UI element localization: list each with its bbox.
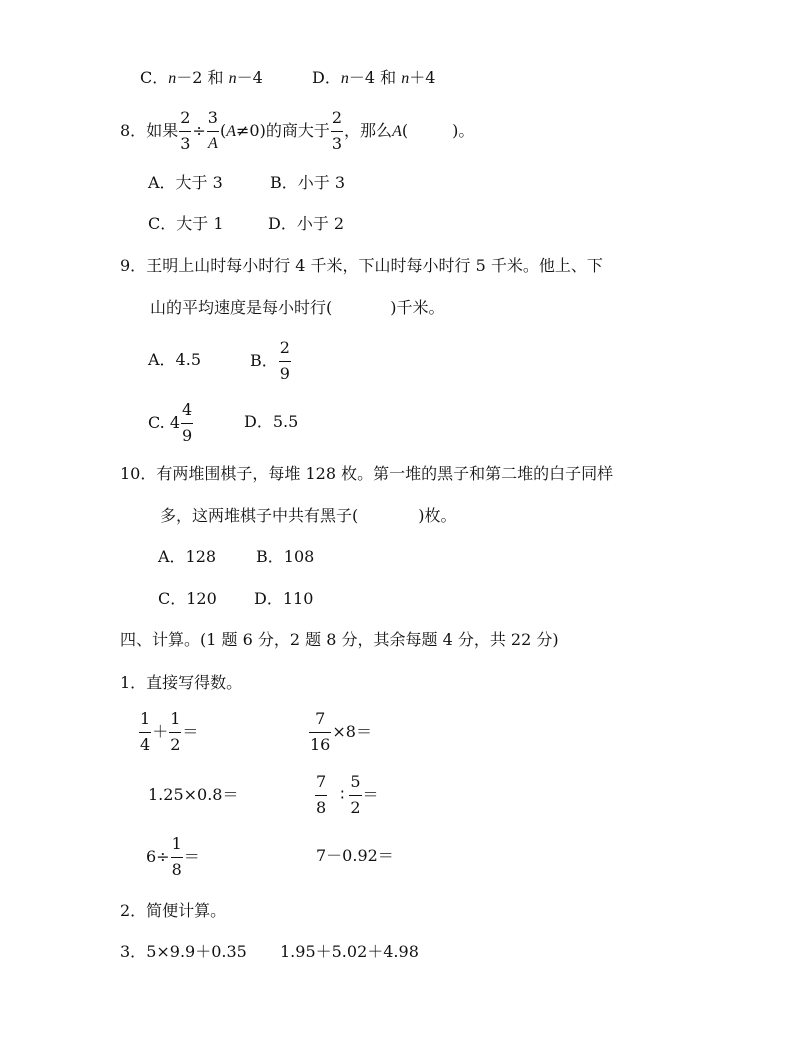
q8-option-a: A．大于 3 (148, 173, 223, 192)
fraction: $\frac{2}{9}$ (279, 338, 290, 383)
q9-option-a: A．4.5 (148, 350, 202, 369)
calc-1-expr-2: $\frac{7}{16}$ ×8＝ (310, 709, 372, 754)
fraction: $\frac{7}{8}$ (316, 772, 327, 817)
section-4-title: 四、计算。(1 题 6 分，2 题 8 分，其余每题 4 分，共 22 分) (120, 630, 559, 649)
q8-option-c: C．大于 1 (148, 214, 224, 233)
q10-option-a: A．128 (158, 547, 217, 566)
question-8: 8．如果 $\frac{2}{3}$ ÷ $\frac{3}{A}$ (A≠0)的商大于 $\frac{2}{3}$ ，那么A( )。 (120, 108, 475, 153)
calc-1-title: 1．直接写得数。 (120, 673, 243, 692)
calc-3-expr-2: 1.95＋5.02＋4.98 (280, 942, 419, 961)
fraction: $\frac{7}{16}$ (310, 709, 331, 754)
question-10-line2: 多，这两堆棋子中共有黑子( )枚。 (160, 506, 457, 525)
fraction: $\frac{1}{2}$ (170, 709, 181, 754)
q10-option-c: C．120 (158, 589, 217, 608)
calc-1-expr-5: 6÷ $\frac{1}{8}$ ＝ (146, 834, 200, 879)
fraction: $\frac{4}{9}$ (182, 400, 193, 445)
question-9-line1: 9．王明上山时每小时行 4 千米，下山时每小时行 5 千米。他上、下 (120, 256, 603, 275)
calc-1-expr-1: $\frac{1}{4}$ ＋ $\frac{1}{2}$ ＝ (140, 709, 199, 754)
q8-option-d: D．小于 2 (268, 214, 345, 233)
fraction: $\frac{1}{4}$ (140, 709, 151, 754)
calc-3: 3．5×9.9＋0.35 (120, 942, 247, 961)
calc-1-expr-6: 7－0.92＝ (316, 846, 394, 865)
q9-option-d: D．5.5 (244, 412, 299, 431)
q10-option-b: B．108 (256, 547, 315, 566)
q9-option-c: C. 4 $\frac{4}{9}$ (148, 400, 193, 445)
fraction: $\frac{2}{3}$ (331, 108, 343, 153)
calc-2-title: 2．简便计算。 (120, 901, 227, 920)
calc-1-expr-4: $\frac{7}{8}$ ∶ $\frac{5}{2}$ ＝ (316, 772, 379, 817)
question-10-line1: 10．有两堆围棋子，每堆 128 枚。第一堆的黑子和第二堆的白子同样 (120, 464, 614, 483)
q8-option-b: B．小于 3 (270, 173, 346, 192)
q9-option-b: B． $\frac{2}{9}$ (250, 338, 290, 383)
fraction: $\frac{5}{2}$ (350, 772, 361, 817)
fraction: $\frac{1}{8}$ (171, 834, 182, 879)
fraction: $\frac{3}{A}$ (207, 108, 218, 152)
q7-option-d: D．n－4 和 n＋4 (312, 68, 436, 87)
fraction: $\frac{2}{3}$ (180, 108, 191, 153)
q10-option-d: D．110 (254, 589, 314, 608)
q7-option-c: C．n－2 和 n－4 (140, 68, 263, 87)
question-9-line2: 山的平均速度是每小时行( )千米。 (150, 298, 445, 317)
calc-1-expr-3: 1.25×0.8＝ (148, 785, 239, 804)
